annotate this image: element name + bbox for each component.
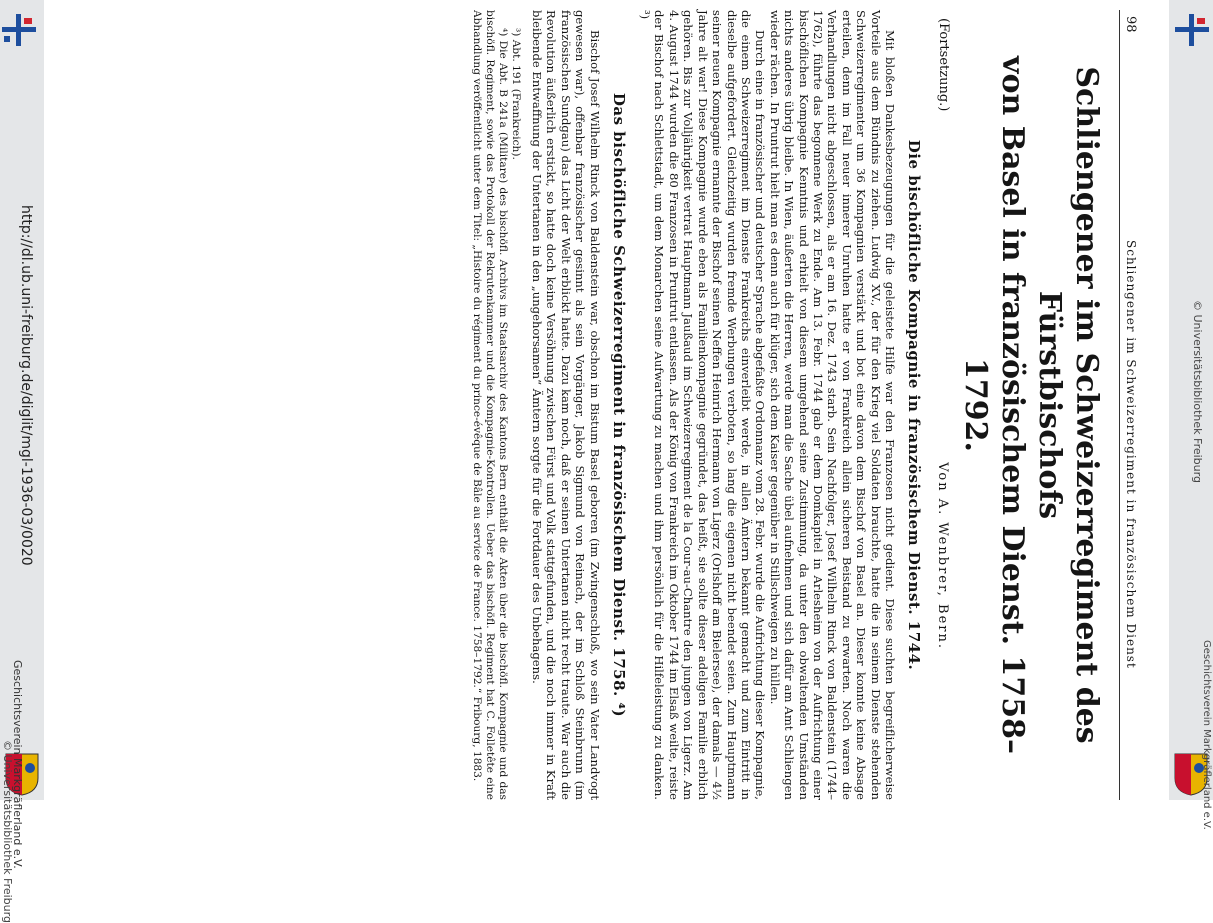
paragraph: Bischof Josef Wilhelm Rinck von Baldenstein war, obschon im Bistum Basel geboren (im Zwingenschloß, wo sein Vater Landvogt gewesen war), offenbar französischer gesinnt als sein Vorgänger, Jakob Sigmund von Reinach, der im Schloß Steinbrunn (im französischen Sundgau) das Licht der Welt erblickt hatte. Dazu kam noch, daß er seinen Untertanen nicht recht traute. War auch die Revolution äußerlich erstickt, so hatte doch keine Versöhnung zwischen Fürst und Volk stattgefunden, und die noch immer in Kraft bleibende Entwaffnung der Untertanen in den „ungehorsamen“ Ämtern sorgte für die Fortdauer des Unbehagens. <box>530 10 602 800</box>
source-url[interactable]: http://dl.ub.uni-freiburg.de/diglit/mgl-1936-03/0020 <box>18 205 34 566</box>
ub-logo-icon <box>2 14 36 46</box>
society-name: Geschichtsverein Markgräflerland e.V. <box>11 660 24 869</box>
running-header <box>1119 10 1140 800</box>
author-line: Von A. Wenbrer, Bern. <box>935 462 950 650</box>
footnote: ³) Abt. 191 (Frankreich). <box>509 28 522 160</box>
running-title: Schliengener im Schweizerregiment in französischem Dienst <box>1124 240 1138 669</box>
page-number: 98 <box>1123 16 1138 33</box>
copyright-notice: © Universitätsbibliothek Freiburg <box>1191 300 1204 483</box>
paragraph: Mit bloßen Dankesbezeugungen für die geleistete Hilfe war den Franzosen nicht gedient. Diese suchten begreiflicherweise Vorteile aus dem Bündnis zu ziehen. Ludwig XV., der für den Krieg viel Soldaten brauchte, hatte die in seinem Dienste stehenden Schweizerregimenter um 36 Kompagnien verstärkt und bot eine davon dem Bischof von Basel an. Dieser konnte keine Absage erteilen, denn im Fall neuer innerer Unruhen hatte er von Frankreich allein sicheren Beistand zu erwarten. Noch waren die Verhandlungen nicht abgeschlossen, als er am 16. Dez. 1743 starb. Sein Nachfolger, Josef Wilhelm Rinck von Baldenstein (1744–1762), führte das begonnene Werk zu Ende. Am 13. Febr. 1744 gab er dem Domkapitel in Arlesheim von der Aufrichtung einer bischöflichen Kompagnie Kenntnis und erhielt von diesem umgehend seine Zustimmung, da unter den obwaltenden Umständen nichts anderes übrig bleibe. In Wien, äußerten die Herren, werde man die Sache übel aufnehmen und sich dafür am Amt Schliengen wieder rächen. In Pruntrut hielt man es denn auch für klüger, sich dem Kaiser gegenüber in Stillschweigen zu hüllen. <box>767 10 897 800</box>
scanned-page <box>450 10 1140 800</box>
copyright-notice: © Universitätsbibliothek Freiburg <box>1 740 14 923</box>
ub-logo-icon <box>1175 14 1209 46</box>
paragraph: Durch eine in französischer und deutscher Sprache abgefaßte Ordonnanz vom 28. Febr. wurde die Aufrichtung dieser Kompagnie, die einem Schweizerregiment im Dienste Frankreichs einverleibt werde, in allen Ämtern bekannt gemacht und zum Eintritt in dieselbe aufgefordert. Gleichzeitig wurden fremde Werbungen verboten, so lang die eigenen nicht beendet seien. Zum Hauptmann seiner neuen Kompagnie ernannte der Bischof seinen Neffen Heinrich Hermann von Ligerz (Orlshoff am Bielersee), der damals — 4½ Jahre alt war! Diese Kompagnie wurde eben als Familienkompagnie gegründet, das heißt, sie sollte dieser adeligen Familie erblich gehören. Bis zur Volljährigkeit vertrat Hauptmann Jaußaud im Schweizerregiment de la Cour-au-Chantre den jungen von Ligerz. Am 4. August 1744 wurden die 80 Franzosen in Pruntrut entlassen. Als der König von Frankreich im Oktober 1744 im Elsaß weilte, reiste der Bischof nach Schlettstadt, um dem Monarchen seine Aufwartung zu machen und ihm persönlich für die Hilfeleistung zu danken. ³) <box>638 10 768 800</box>
footnotes <box>470 10 522 800</box>
continuation-note: (Fortsetzung.) <box>936 18 951 112</box>
footnote: ⁴) Die Abt. B 241a (Militare) des bischöfl. Archivs im Staatsarchiv des Kantons Bern enthält die Akten über die bischöfl. Kompagnie und das bischöfl. Regiment, sowie das Protokoll der Rekrutenkammer und die Kompagnie-Kontrollen. Ueber das bischöfl. Regiment hat C. Folletête eine Abhandlung veröffentlicht unter dem Titel: „Histoire du régiment du prince-évêque de Bâle au service de France. 1758–1792.“ Fribourg, 1883. <box>470 10 509 800</box>
section-heading: Das bischöfliche Schweizerregiment in französischem Dienst. 1758. ⁴) <box>609 92 628 718</box>
article-title <box>957 10 1105 800</box>
society-name: Geschichtsverein Markgräflerland e.V. <box>1201 640 1212 830</box>
section-heading: Die bischöfliche Kompagnie in französischem Dienst. 1744. <box>905 139 923 671</box>
title-line-1: Schliengener im Schweizerregiment des Fürstbischofs <box>1032 66 1104 744</box>
title-line-2: von Basel in französischem Dienst. 1758–1792. <box>958 56 1030 754</box>
